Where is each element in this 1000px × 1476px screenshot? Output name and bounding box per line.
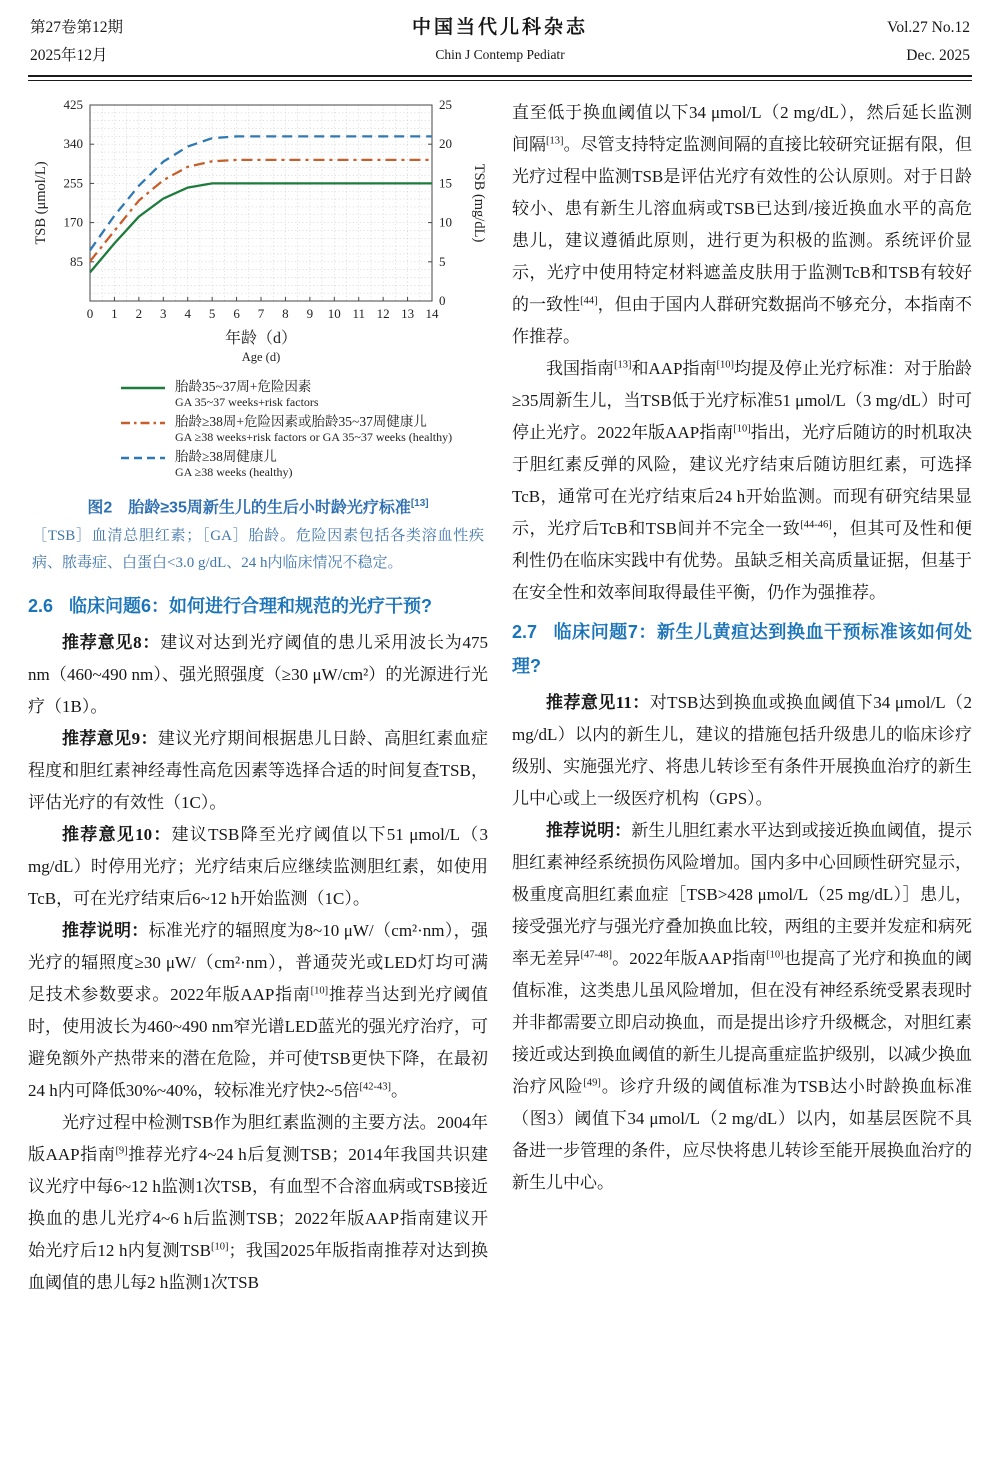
volume-issue-block [30, 14, 220, 70]
paragraph-text: ；我国2025年版指南推荐对达到换血阈值的患儿每2 h监测1次TSB [28, 1241, 488, 1293]
section-number: 2.7 [512, 622, 538, 642]
paragraph-text: 。2022年版AAP指南 [612, 949, 767, 968]
paragraph-text: 建议TSB降至光疗阈值以下51 μmol/L（3 mg/dL）时停用光疗；光疗结束后应继续监测胆红素，如使用TcB，可在光疗结束后6~12 h开始监测（1C）。 [28, 825, 488, 909]
y-left-tick-label: 340 [63, 136, 83, 152]
reference-superscript: [47-48] [580, 949, 613, 961]
reference-superscript: [44] [580, 295, 598, 307]
chart-legend [120, 378, 488, 480]
legend-label-en: GA ≥38 weeks (healthy) [175, 465, 293, 479]
paragraph-text: 建议对达到光疗阈值的患儿采用波长为475 nm（460~490 nm）、强光照强度（≥30 μW/cm²）的光源进行光疗（1B）。 [28, 633, 489, 717]
legend-line-sample [120, 452, 166, 464]
x-tick-label: 6 [233, 306, 240, 321]
legend-label-en: GA ≥38 weeks+risk factors or GA 35~37 weeks (healthy) [175, 430, 453, 444]
paragraph-text: 我国指南 [546, 359, 614, 378]
publication-date-zh: 2025年12月 [30, 47, 108, 64]
paragraph-tsb-monitoring [28, 1107, 488, 1299]
paragraph-text: 直至低于换血阈值以下34 μmol/L（2 mg/dL），然后延长监测间隔 [512, 103, 972, 154]
x-tick-label: 0 [86, 306, 94, 321]
paragraph-recommendation-note [28, 915, 488, 1107]
legend-line-sample [120, 382, 166, 394]
legend-item-1 [120, 413, 488, 445]
section-title: 临床问题6：如何进行合理和规范的光疗干预? [69, 596, 433, 617]
paragraph-text: 建议光疗期间根据患儿日龄、高胆红素血症程度和胆红素神经毒性高危因素等选择合适的时间复查TSB，评估光疗的有效性（1C）。 [28, 729, 488, 813]
paragraph-lead: 推荐说明： [546, 821, 632, 840]
paragraph-text: 也提高了光疗和换血的阈值标准，这类患儿虽风险增加，但在没有神经系统受累表现时并非都需要立即启动换血，而是提出诊疗升级概念，对胆红素接近或达到换血阈值的新生儿提高重症监护级别，以减少换血治疗风险 [512, 949, 973, 1096]
y-right-tick-label: 5 [439, 253, 446, 269]
paragraph-text: 新生儿胆红素水平达到或接近换血阈值，提示胆红素神经系统损伤风险增加。国内多中心回顾性研究显示，极重度高胆红素血症［TSB>428 μmol/L（25 mg/dL）］患儿，接受强光疗与强光疗叠加换血比较，两组的主要并发症和病死率无差异 [512, 821, 973, 968]
legend-item-2 [120, 448, 488, 480]
paragraph-text: 对TSB达到换血或换血阈值下34 μmol/L（2 mg/dL）以内的新生儿，建议的措施包括升级患儿的临床诊疗级别、实施强光疗、将患儿转诊至有条件开展换血治疗的新生儿中心或上一级医疗机构（GPS）。 [512, 693, 972, 808]
figure-2 [28, 97, 488, 577]
page-header [28, 8, 972, 72]
paragraph-text: 。诊疗升级的阈值标准为TSB达小时龄换血标准（图3）阈值下34 μmol/L（2 mg/dL）以内，如基层医院不具备进一步管理的条件，应尽快将患儿转诊至能开展换血治疗的新生儿中心。 [512, 1077, 972, 1192]
x-tick-label: 13 [401, 306, 415, 321]
paragraph-recommendation-10 [28, 819, 488, 915]
reference-superscript: [42-43] [359, 1081, 391, 1093]
section-number: 2.6 [28, 596, 54, 617]
legend-item-0 [120, 378, 488, 410]
paragraph-text: 指出，光疗后随访的时机取决于胆红素反弹的风险，建议光疗结束后随访胆红素，可选择TcB，通常可在光疗结束后24 h开始监测。而现有研究结果显示，光疗后TcB和TSB间并不完全一致 [512, 423, 972, 538]
paragraph-text: 均提及停止光疗标准：对于胎龄≥35周新生儿，当TSB低于光疗标准51 μmol/L（3 mg/dL）时可停止光疗。2022年版AAP指南 [512, 359, 973, 442]
legend-labels [175, 413, 452, 445]
figure-caption [32, 490, 484, 577]
paragraph-lead: 推荐意见9： [62, 729, 158, 749]
paragraph-lead: 推荐意见11： [546, 693, 650, 712]
figure-caption-note: ［TSB］血清总胆红素；［GA］胎龄。危险因素包括各类溶血性疾病、脓毒症、白蛋白<3.0 g/dL、24 h内临床情况不稳定。 [32, 528, 484, 572]
figure-caption-title-text: 图2 胎龄≥35周新生儿的生后小时龄光疗标准 [87, 499, 411, 517]
reference-superscript: [13] [614, 359, 632, 371]
paragraph-text: 。 [390, 1081, 408, 1101]
reference-superscript: [10] [766, 949, 784, 961]
journal-title-block [220, 14, 780, 68]
y-left-tick-label: 170 [63, 214, 83, 230]
x-tick-label: 12 [376, 306, 390, 321]
x-tick-label: 11 [352, 306, 365, 321]
reference-superscript: [10] [733, 423, 751, 435]
paragraph-text: 和AAP指南 [631, 359, 717, 378]
paragraph-text: 推荐光疗4~24 h后复测TSB；2014年我国共识建议光疗中每6~12 h监测1次TSB，有血型不合溶血病或TSB接近换血的患儿光疗4~6 h后监测TSB；2022年版AAP指南建议开始光疗后12 h内复测TSB [28, 1145, 488, 1261]
reference-superscript: [13] [546, 135, 564, 147]
paragraph-recommendation-9 [28, 723, 488, 819]
figure-caption-title [32, 490, 484, 521]
paragraph-lead: 推荐意见8： [62, 633, 161, 653]
y-right-tick-label: 15 [439, 175, 452, 191]
reference-superscript: [10] [211, 1241, 229, 1253]
x-tick-label: 1 [111, 306, 118, 321]
journal-title-zh: 中国当代儿科杂志 [411, 17, 588, 38]
reference-superscript: [49] [583, 1077, 601, 1089]
y-right-tick-label: 25 [439, 97, 452, 112]
journal-title-en: Chin J Contemp Pediatr [435, 47, 565, 62]
y-right-axis-title: TSB (mg/dL) [471, 163, 487, 243]
x-tick-label: 8 [282, 306, 289, 321]
reference-superscript: [9] [115, 1145, 128, 1157]
paragraph-text: ，但由于国内人群研究数据尚不够充分，本指南不作推荐。 [512, 295, 973, 346]
y-left-tick-label: 85 [70, 253, 83, 269]
y-right-tick-label: 10 [439, 214, 452, 230]
publication-date-en: Dec. 2025 [906, 47, 970, 64]
paragraph-exchange-transfusion-note [512, 815, 972, 1199]
reference-superscript: [10] [716, 359, 735, 371]
x-tick-label: 7 [257, 306, 265, 321]
legend-label-zh: 胎龄35~37周+危险因素 [175, 379, 312, 394]
x-axis-title-en: Age (d) [241, 350, 281, 364]
paragraph-text: 推荐当达到光疗阈值时，使用波长为460~490 nm窄光谱LED蓝光的强光疗治疗，可避免额外产热带来的潜在危险，并可使TSB更快下降，在最初24 h内可降低30%~40%，较标准光疗快2~5倍 [28, 985, 488, 1101]
x-tick-label: 4 [184, 306, 191, 321]
paragraph-text: ，但其可及性和便利性仍在临床实践中有优势。虽缺乏相关高质量证据，但基于在安全性和效率间取得最佳平衡，仍作为强推荐。 [512, 519, 973, 602]
phototherapy-threshold-chart [28, 97, 488, 369]
x-tick-label: 9 [306, 306, 314, 321]
section-heading-2-6 [28, 589, 488, 623]
paragraph-stop-phototherapy [512, 353, 972, 609]
paragraph-lead: 推荐说明： [62, 921, 149, 941]
x-tick-label: 10 [327, 306, 341, 321]
paragraph-lead: 推荐意见10： [62, 825, 172, 845]
y-left-tick-label: 425 [63, 97, 83, 112]
x-axis-title-zh: 年龄（d） [224, 330, 298, 347]
x-tick-label: 14 [425, 306, 439, 321]
volume-issue-en-block [780, 14, 970, 70]
paragraph-text: 。尽管支持特定监测间隔的直接比较研究证据有限，但光疗过程中监测TSB是评估光疗有效性的公认原则。对于日龄较小、患有新生儿溶血病或TSB已达到/接近换血水平的高危患儿，建议遵循此原则，进行更为积极的监测。系统评价显示，光疗中使用特定材料遮盖皮肤用于监测TcB和TSB有较好的一致性 [512, 135, 973, 314]
volume-issue-en: Vol.27 No.12 [887, 19, 970, 36]
reference-superscript: [13] [410, 498, 429, 509]
legend-label-zh: 胎龄≥38周健康儿 [175, 449, 277, 464]
x-tick-label: 5 [208, 306, 216, 321]
legend-line-sample [120, 417, 166, 429]
right-column [512, 97, 972, 1299]
reference-superscript: [10] [310, 985, 329, 997]
y-left-tick-label: 255 [63, 175, 83, 191]
paragraph-text: 光疗过程中检测TSB作为胆红素监测的主要方法。2004年版AAP指南 [28, 1113, 488, 1165]
volume-issue-zh: 第27卷第12期 [30, 19, 124, 36]
two-column-body [28, 81, 972, 1299]
section-heading-2-7 [512, 615, 972, 683]
left-column [28, 97, 488, 1299]
paragraph-monitoring-continued [512, 97, 972, 353]
y-right-tick-label: 0 [439, 293, 446, 308]
legend-label-en: GA 35~37 weeks+risk factors [175, 395, 319, 409]
reference-superscript: [44-46] [800, 519, 832, 531]
y-right-tick-label: 20 [439, 136, 452, 152]
legend-label-zh: 胎龄≥38周+危险因素或胎龄35~37周健康儿 [175, 414, 427, 429]
legend-labels [175, 448, 293, 480]
section-title: 临床问题7：新生儿黄疸达到换血干预标准该如何处理? [512, 622, 972, 676]
series-line-2 [90, 136, 432, 250]
legend-labels [175, 378, 319, 410]
paragraph-recommendation-8 [28, 627, 488, 723]
y-left-axis-title: TSB (μmol/L) [33, 161, 49, 245]
x-tick-label: 3 [160, 306, 167, 321]
paragraph-text: 标准光疗的辐照度为8~10 μW/（cm²·nm），强光疗的辐照度≥30 μW/（cm²·nm），普通荧光或LED灯均可满足技术参数要求。2022年版AAP指南 [28, 921, 488, 1005]
paragraph-recommendation-11 [512, 687, 972, 815]
x-tick-label: 2 [135, 306, 143, 321]
